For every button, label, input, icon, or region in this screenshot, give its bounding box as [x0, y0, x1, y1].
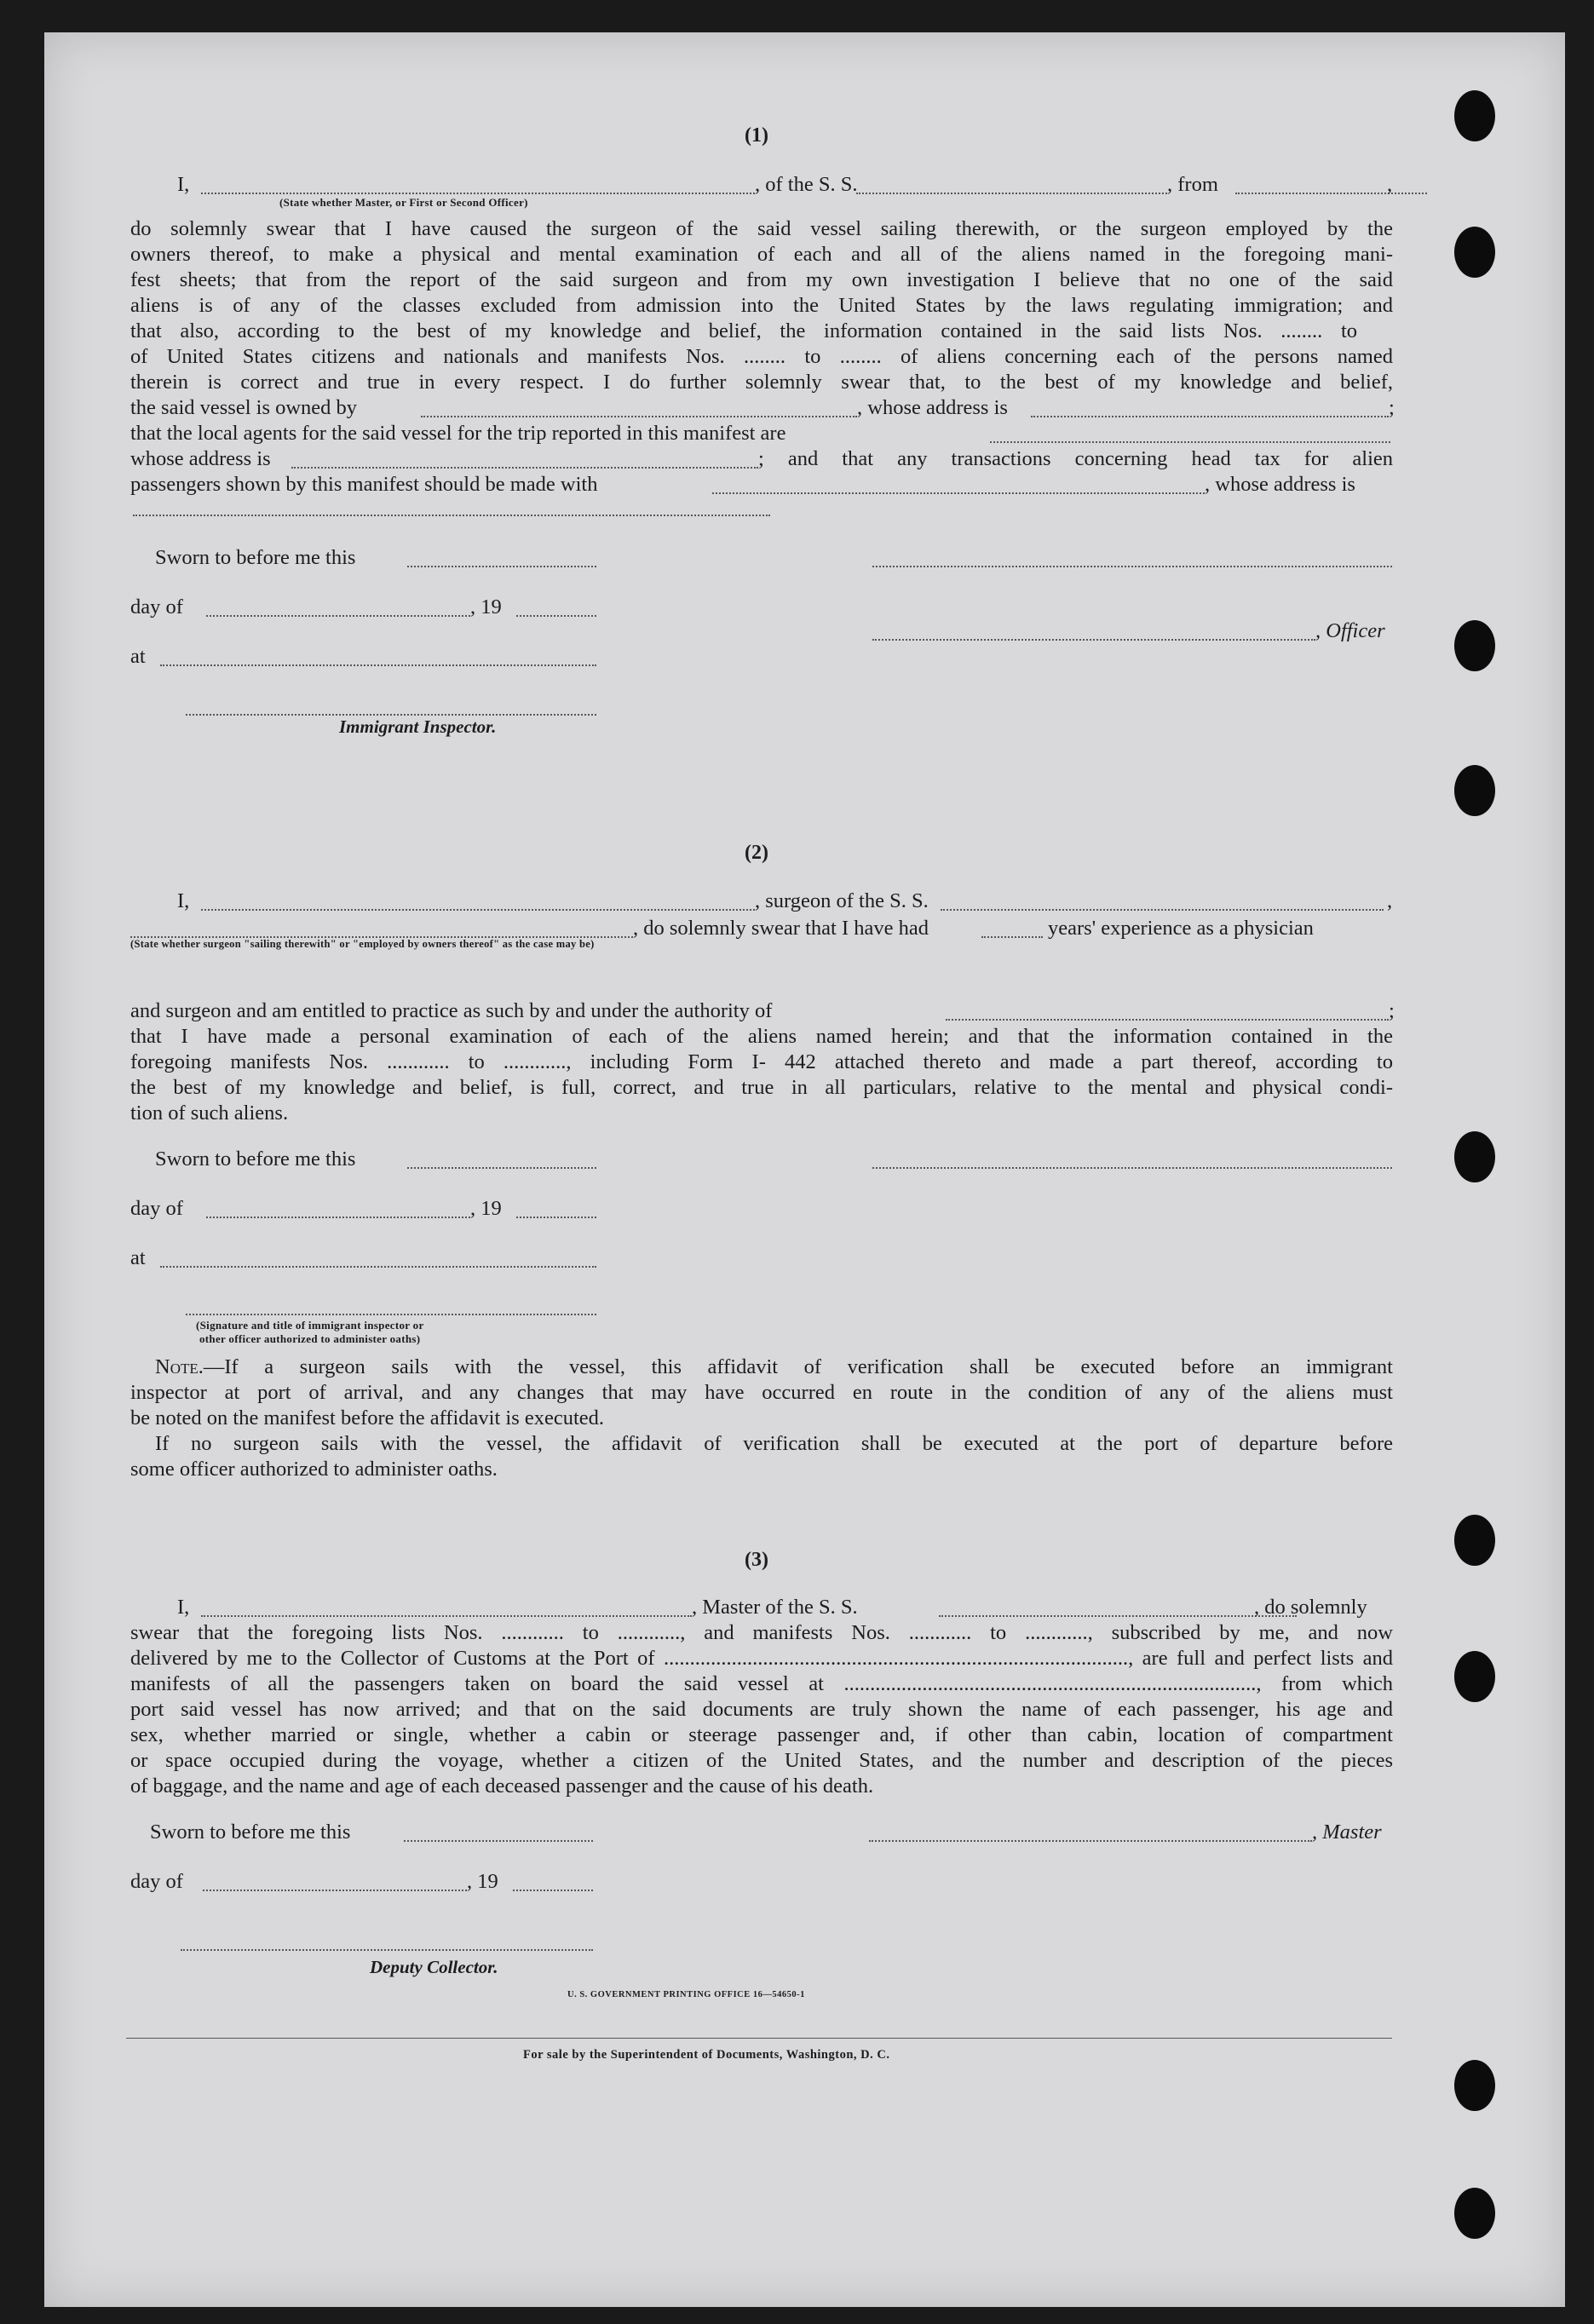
label-i: I,	[177, 889, 190, 912]
deputy-signature-field[interactable]	[181, 1949, 593, 1951]
label-surgeon-of: , surgeon of the S. S.	[755, 889, 929, 912]
surgeon-name-field[interactable]	[201, 909, 755, 911]
sworn-date-field-3[interactable]	[404, 1840, 593, 1842]
master-name-field[interactable]	[201, 1615, 692, 1617]
month-field-3[interactable]	[203, 1890, 467, 1891]
punch-hole	[1454, 1131, 1495, 1182]
section1-para-line: owners thereof, to make a physical and mental examination of each and all of the aliens named in the foregoing mani-	[130, 243, 1393, 266]
label-master: , Master	[1312, 1821, 1382, 1844]
from-port-field[interactable]	[1235, 193, 1427, 194]
label-authority: and surgeon and am entitled to practice as such by and under the authority of	[130, 999, 773, 1022]
label-sworn: Sworn to before me this	[150, 1821, 351, 1844]
gpo-imprint: U. S. GOVERNMENT PRINTING OFFICE 16—54650-1	[567, 1990, 805, 1999]
label-deputy-collector: Deputy Collector.	[370, 1957, 498, 1977]
section3-para-line: swear that the foregoing lists Nos. ............ to ............, and manifests Nos. ............ to ............, subscribed by me, and now	[130, 1621, 1393, 1644]
surgeon-signature-field[interactable]	[872, 1167, 1392, 1169]
label-immigrant-inspector: Immigrant Inspector.	[339, 716, 497, 737]
section3-para-line: manifests of all the passengers taken on board the said vessel at ..............................................................................., from which	[130, 1672, 1393, 1695]
label-passengers: passengers shown by this manifest should be made with	[130, 473, 598, 496]
section1-para-line: aliens is of any of the classes excluded from admission into the United States by the laws regulating immigration; and	[130, 294, 1393, 317]
officer-line-field[interactable]	[872, 639, 1315, 641]
comma: ,	[1387, 889, 1393, 912]
year-field[interactable]	[516, 615, 596, 617]
form-page	[44, 32, 1565, 2307]
label-head-tax: ; and that any transactions concerning head tax for alien	[758, 447, 1393, 470]
section3-para-line: of baggage, and the name and age of each deceased passenger and the cause of his death.	[130, 1775, 874, 1798]
section1-para-line: do solemnly swear that I have caused the surgeon of the said vessel sailing therewith, or the surgeon employed by the	[130, 217, 1393, 240]
section2-para-line: tion of such aliens.	[130, 1102, 289, 1125]
signature-caption-line1: (Signature and title of immigrant inspector or	[196, 1319, 424, 1332]
note-line: inspector at port of arrival, and any changes that may have occurred en route in the condition of any of the aliens must	[130, 1381, 1393, 1404]
section-2-heading: (2)	[745, 842, 768, 864]
owner-address-field[interactable]	[1031, 416, 1389, 417]
punch-hole	[1454, 765, 1495, 816]
surgeon-status-caption: (State whether surgeon "sailing therewith" or "employed by owners thereof" as the case may be)	[130, 938, 595, 950]
semicolon: ;	[1389, 396, 1395, 419]
punch-hole	[1454, 90, 1495, 141]
local-agents-field[interactable]	[990, 441, 1390, 443]
comma: ,	[1387, 173, 1393, 196]
punch-hole	[1454, 620, 1495, 671]
officer-signature-field-2[interactable]	[186, 1314, 596, 1315]
label-day-of: day of	[130, 1197, 183, 1220]
semicolon: ;	[1389, 999, 1395, 1022]
label-officer: , Officer	[1315, 619, 1385, 642]
label-sworn: Sworn to before me this	[155, 1148, 356, 1171]
punch-hole	[1454, 2060, 1495, 2111]
label-from: , from	[1167, 173, 1218, 196]
section3-para-line: delivered by me to the Collector of Customs at the Port of ........................................................................................., are full and perfect lists and	[130, 1647, 1393, 1670]
label-whose-address-2: whose address is	[130, 447, 271, 470]
label-owned-by: the said vessel is owned by	[130, 396, 358, 419]
year-field-3[interactable]	[513, 1890, 593, 1891]
note-text: —If a surgeon sails with the vessel, this affidavit of verification shall be executed before an immigrant	[203, 1355, 1393, 1378]
label-i: I,	[177, 173, 190, 196]
section2-para-line: the best of my knowledge and belief, is full, correct, and true in all particulars, relative to the mental and physical condi-	[130, 1076, 1393, 1099]
authority-field[interactable]	[946, 1019, 1389, 1021]
note2-line: If no surgeon sails with the vessel, the affidavit of verification shall be executed at the port of departure before	[155, 1432, 1393, 1455]
vessel-name-field-3[interactable]	[939, 1615, 1297, 1617]
punch-hole	[1454, 2188, 1495, 2239]
punch-hole	[1454, 1651, 1495, 1702]
officer-rank-field[interactable]	[201, 193, 755, 194]
label-whose-address-3: , whose address is	[1205, 473, 1355, 496]
label-day-of: day of	[130, 595, 183, 618]
section3-para-line: port said vessel has now arrived; and that on the said documents are truly shown the name of each passenger, his age and	[130, 1698, 1393, 1721]
footer-rule	[126, 2038, 1392, 2039]
contact-address-field[interactable]	[133, 515, 770, 516]
section3-para-line: sex, whether married or single, whether a cabin or steerage passenger and, if other than cabin, location of compartment	[130, 1723, 1393, 1746]
label-solemnly: , do solemnly swear that I have had	[633, 917, 929, 940]
label-at: at	[130, 645, 146, 668]
punch-hole	[1454, 227, 1495, 278]
section1-para-line: therein is correct and true in every respect. I do further solemnly swear that, to the best of my knowledge and belief,	[130, 371, 1393, 394]
label-whose-address: , whose address is	[857, 396, 1008, 419]
label-years: years' experience as a physician	[1048, 917, 1314, 940]
section-3-heading: (3)	[745, 1549, 768, 1571]
sworn-date-field[interactable]	[407, 566, 596, 567]
head-tax-contact-field[interactable]	[712, 492, 1205, 494]
section1-para-line: fest sheets; that from the report of the said surgeon and from my own investigation I believe that no one of the said	[130, 268, 1393, 291]
note-line	[155, 1355, 1393, 1380]
vessel-name-field-2[interactable]	[941, 909, 1384, 911]
footer-sale-note: For sale by the Superintendent of Documents, Washington, D. C.	[523, 2048, 890, 2062]
label-19: , 19	[470, 1197, 502, 1220]
place-field-2[interactable]	[160, 1266, 596, 1268]
section1-para-line: that also, according to the best of my knowledge and belief, the information contained in the said lists Nos. ........ to	[130, 319, 1357, 342]
section1-para-line: of United States citizens and nationals and manifests Nos. ........ to ........ of aliens concerning each of the persons named	[130, 345, 1393, 368]
note-line: be noted on the manifest before the affidavit is executed.	[130, 1406, 605, 1429]
sworn-date-field-2[interactable]	[407, 1167, 596, 1169]
signature-caption-line2: other officer authorized to administer oaths)	[199, 1332, 421, 1345]
month-field[interactable]	[206, 615, 470, 617]
section2-para-line: foregoing manifests Nos. ............ to ............, including Form I- 442 attached thereto and made a part thereof, according to	[130, 1050, 1393, 1073]
label-at: at	[130, 1246, 146, 1269]
label-master-of: , Master of the S. S.	[692, 1596, 858, 1619]
label-sworn: Sworn to before me this	[155, 546, 356, 569]
years-experience-field[interactable]	[981, 936, 1043, 938]
note-label: Note.	[155, 1355, 204, 1378]
label-i: I,	[177, 1596, 190, 1619]
label-local-agents: that the local agents for the said vessel for the trip reported in this manifest are	[130, 422, 786, 445]
label-of-ss: , of the S. S.	[755, 173, 858, 196]
officer-signature-field[interactable]	[872, 566, 1392, 567]
owner-field[interactable]	[421, 416, 857, 417]
section-1-heading: (1)	[745, 124, 768, 147]
note2-line: some officer authorized to administer oaths.	[130, 1458, 498, 1481]
master-signature-field[interactable]	[869, 1840, 1312, 1842]
section3-para-line: or space occupied during the voyage, whether a citizen of the United States, and the number and description of the pieces	[130, 1749, 1393, 1772]
label-do-solemnly: , do solemnly	[1254, 1596, 1367, 1619]
officer-rank-caption: (State whether Master, or First or Second Officer)	[279, 196, 528, 209]
punch-hole	[1454, 1515, 1495, 1566]
month-field-2[interactable]	[206, 1217, 470, 1218]
label-19: , 19	[470, 595, 502, 618]
section2-para-line: that I have made a personal examination of each of the aliens named herein; and that the information contained in the	[130, 1025, 1393, 1048]
agents-address-field[interactable]	[291, 467, 758, 469]
year-field-2[interactable]	[516, 1217, 596, 1218]
vessel-name-field[interactable]	[856, 193, 1167, 194]
place-field[interactable]	[160, 664, 596, 666]
label-day-of: day of	[130, 1870, 183, 1893]
label-19: , 19	[467, 1870, 498, 1893]
